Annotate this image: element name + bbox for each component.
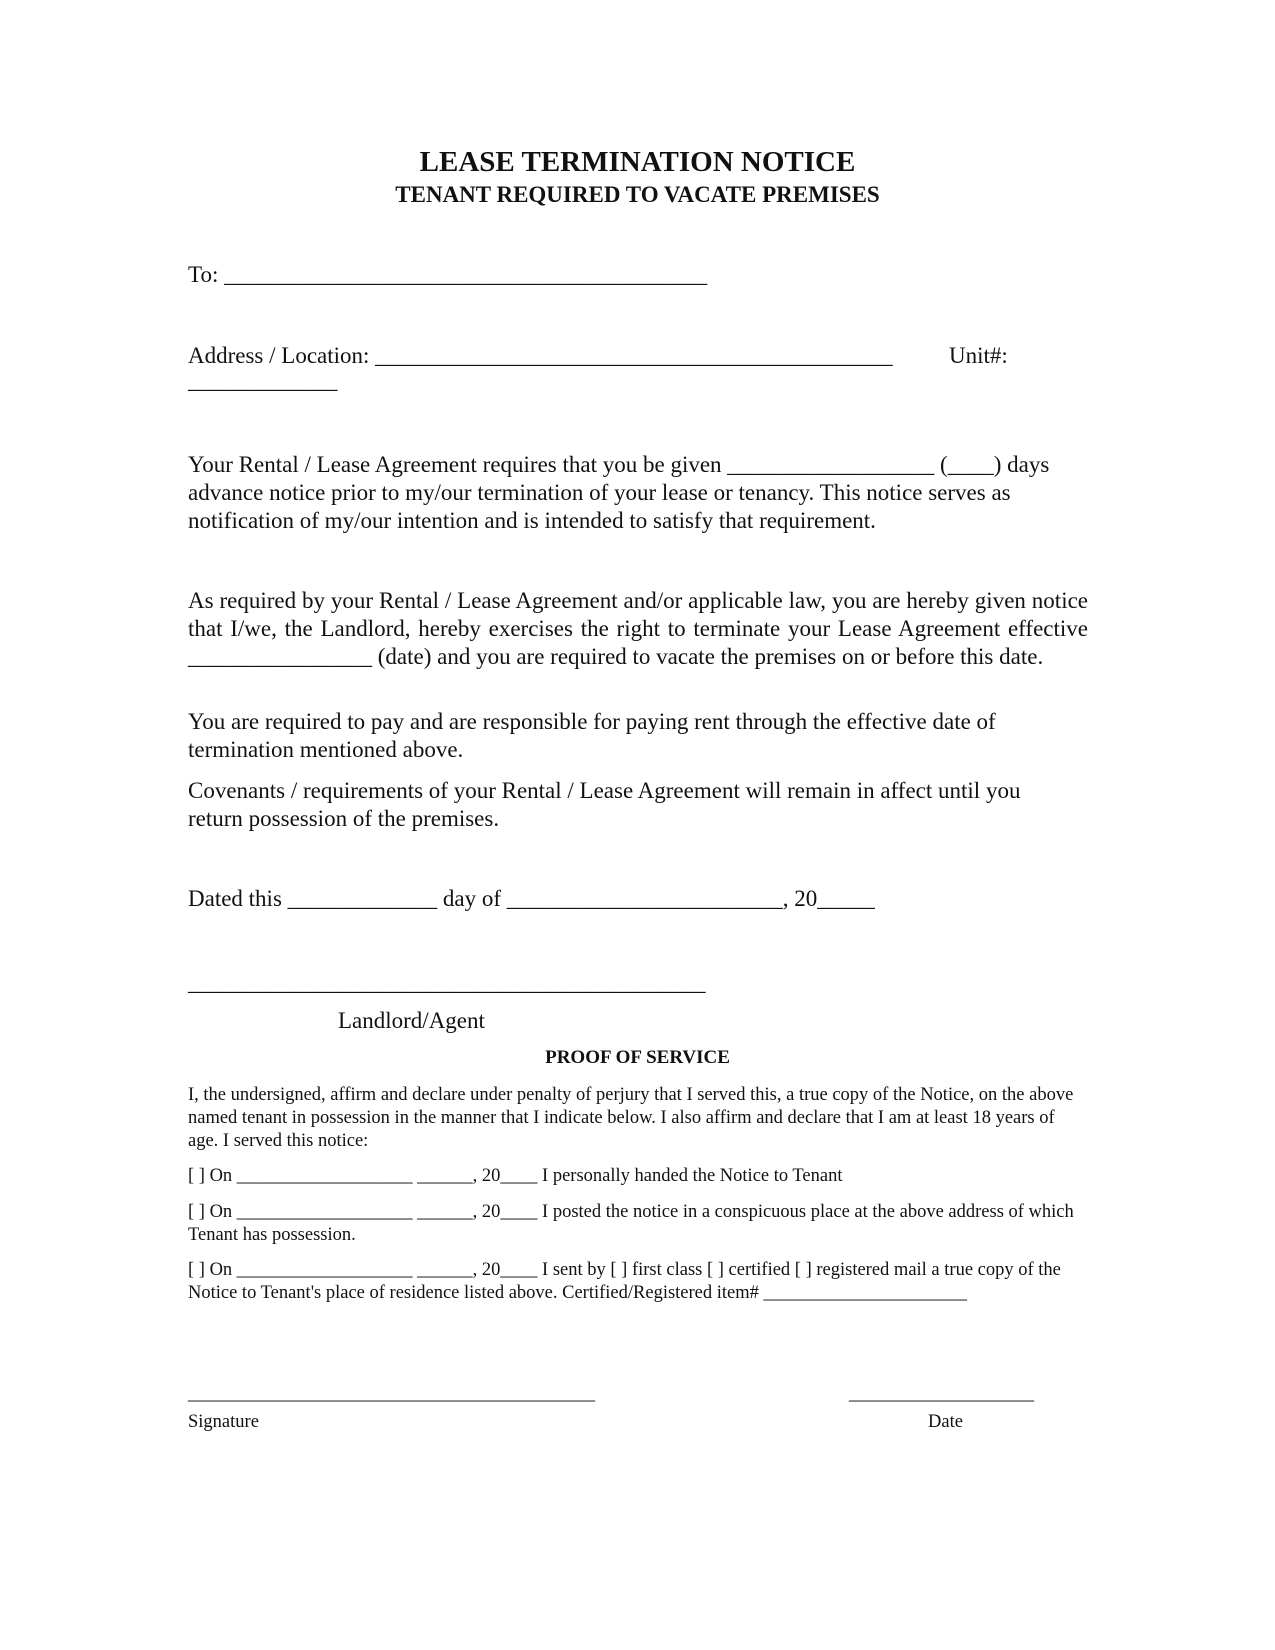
landlord-agent-label: Landlord/Agent — [338, 1008, 485, 1033]
dated-line: Dated this _____________ day of ________________________, 20_____ — [188, 886, 875, 911]
termination-paragraph: As required by your Rental / Lease Agreement and/or applicable law, you are hereby given notice that I/we, the Landlord, hereby exercises the right to terminate your Lease Agreement effective ________________ (date) and you are required to vacate the premises on or before this date. — [188, 588, 1088, 669]
date-label: Date — [928, 1412, 963, 1432]
advance-notice-paragraph: Your Rental / Lease Agreement requires that you be given __________________ (____) days advance notice prior to my/our termination of your lease or tenancy. This notice serves as notification of my/our intention and is intended to satisfy that requirement. — [188, 452, 1050, 533]
to-field-line: To: __________________________________________ — [188, 262, 708, 287]
signature-label: Signature — [188, 1412, 259, 1432]
document-subtitle: TENANT REQUIRED TO VACATE PREMISES — [395, 182, 880, 207]
landlord-signature-line: _____________________________________________ — [188, 970, 706, 995]
proof-date-line: ____________________ — [849, 1384, 1034, 1404]
proof-signature-line: ____________________________________________ — [188, 1384, 595, 1404]
document-title: LEASE TERMINATION NOTICE — [419, 146, 856, 178]
service-option-mailed: [ ] On ___________________ ______, 20____ I sent by [ ] first class [ ] certified [ ] registered mail a true copy of the Notice to Tenant's place of residence listed above. Certified/Registered item# ______________________ — [188, 1260, 1061, 1303]
proof-of-service-heading: PROOF OF SERVICE — [545, 1047, 730, 1068]
proof-intro: I, the undersigned, affirm and declare under penalty of perjury that I served this, a true copy of the Notice, on the above named tenant in possession in the manner that I indicate below. I also affirm and declare that I am at least 18 years of age. I served this notice: — [188, 1085, 1074, 1151]
address-field-line: Address / Location: _____________________________________________ — [188, 343, 893, 368]
covenants-paragraph: Covenants / requirements of your Rental / Lease Agreement will remain in affect until you return possession of the premises. — [188, 778, 1021, 831]
rent-paragraph: You are required to pay and are responsible for paying rent through the effective date of termination mentioned above. — [188, 709, 996, 762]
unit-label: Unit#: — [949, 343, 1008, 368]
unit-field-blank: _____________ — [188, 368, 338, 393]
service-option-handed: [ ] On ___________________ ______, 20____ I personally handed the Notice to Tenant — [188, 1166, 843, 1186]
service-option-posted: [ ] On ___________________ ______, 20____ I posted the notice in a conspicuous place at the above address of which Tenant has possession. — [188, 1202, 1074, 1245]
